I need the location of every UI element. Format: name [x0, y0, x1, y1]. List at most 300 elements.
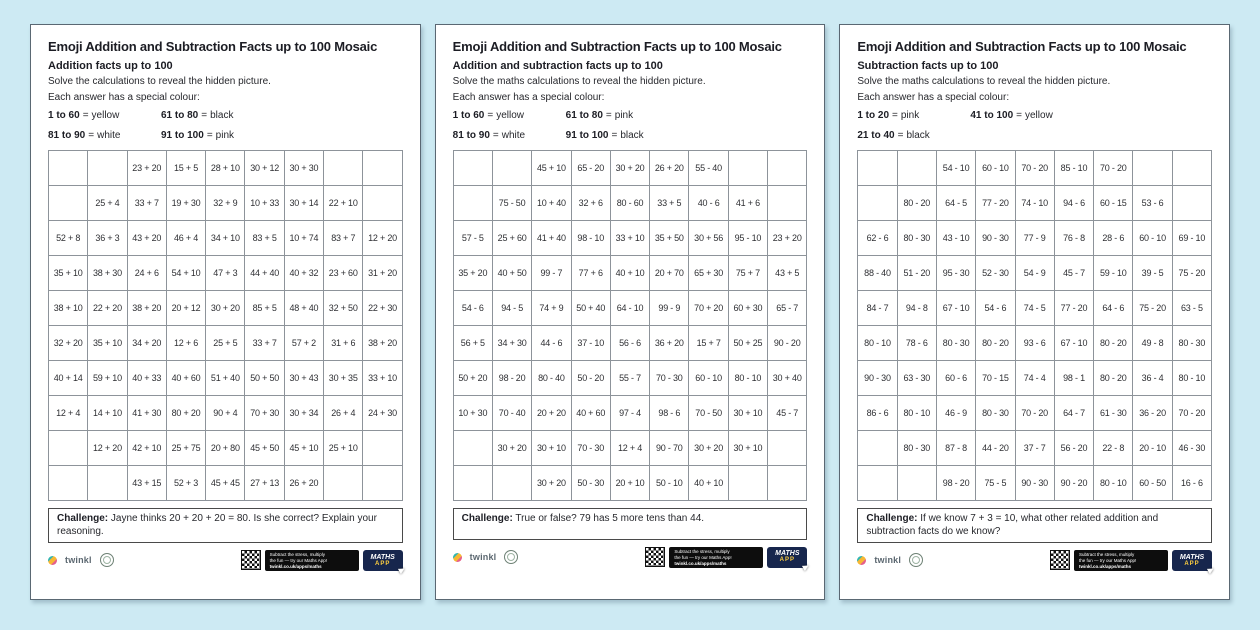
color-name: pink: [900, 110, 920, 121]
challenge-label: Challenge:: [461, 513, 513, 524]
calculation-cell: 30 + 20: [206, 291, 245, 326]
twinkl-logo-icon: [857, 556, 866, 565]
challenge-label: Challenge:: [57, 513, 109, 524]
calculation-cell: 80 + 20: [166, 396, 205, 431]
color-name: black: [210, 110, 234, 121]
twinkl-logo-icon: [453, 553, 462, 562]
calculation-cell: 12 + 6: [166, 326, 205, 361]
empty-cell: [768, 186, 807, 221]
calculation-cell: 42 + 10: [127, 431, 166, 466]
grid-row: [858, 466, 1212, 501]
calculation-cell: 27 + 13: [245, 466, 284, 501]
grid-row: [49, 431, 403, 466]
calculation-cell: 57 + 2: [284, 326, 323, 361]
calculation-cell: 50 - 10: [650, 466, 689, 501]
grid-row: [858, 221, 1212, 256]
calculation-cell: 44 - 6: [532, 326, 571, 361]
color-range: 1 to 60: [48, 110, 80, 121]
empty-cell: [324, 466, 363, 501]
calculation-cell: 12 + 4: [610, 431, 649, 466]
calculation-cell: 70 - 30: [650, 361, 689, 396]
calculation-cell: 23 + 60: [324, 256, 363, 291]
empty-cell: [768, 466, 807, 501]
page-footer: [857, 548, 1212, 572]
calculation-cell: 69 - 10: [1172, 221, 1211, 256]
calculation-cell: 32 + 6: [571, 186, 610, 221]
calculation-cell: 40 + 60: [166, 361, 205, 396]
color-key-item: [970, 110, 1052, 121]
footer-brand-group: [857, 553, 923, 567]
empty-cell: [49, 466, 88, 501]
empty-cell: [324, 151, 363, 186]
calculation-cell: 53 - 6: [1133, 186, 1172, 221]
maths-app-badge-title: MATHS: [370, 553, 395, 561]
equals-sign: =: [487, 110, 494, 121]
calculation-cell: 20 + 80: [206, 431, 245, 466]
calculation-cell: 28 - 6: [1094, 221, 1133, 256]
calculation-cell: 83 + 5: [245, 221, 284, 256]
grid-row: [49, 221, 403, 256]
calculation-cell: 28 + 10: [206, 151, 245, 186]
calculation-cell: 50 + 40: [571, 291, 610, 326]
empty-cell: [768, 431, 807, 466]
calculation-cell: 70 + 20: [689, 291, 728, 326]
calculation-cell: 75 - 5: [976, 466, 1015, 501]
empty-cell: [453, 431, 492, 466]
challenge-box: [857, 508, 1212, 543]
grid-row: [858, 151, 1212, 186]
grid-row: [453, 221, 807, 256]
empty-cell: [858, 431, 897, 466]
color-range: 81 to 90: [452, 130, 490, 141]
calculation-cell: 80 - 60: [610, 186, 649, 221]
calculation-cell: 60 - 10: [976, 151, 1015, 186]
calculation-cell: 38 + 30: [88, 256, 127, 291]
calculation-cell: 70 - 40: [492, 396, 531, 431]
equals-sign: =: [892, 110, 898, 121]
calculation-cell: 33 + 10: [610, 221, 649, 256]
calculation-cell: 74 + 9: [532, 291, 571, 326]
footer-brand-group: [453, 550, 519, 564]
calculation-cell: 45 - 7: [1054, 256, 1093, 291]
footer-brand-group: [48, 553, 114, 567]
calculation-cell: 46 + 4: [166, 221, 205, 256]
challenge-box: [48, 508, 403, 543]
instruction-line: Solve the maths calculations to reveal the hidden picture.: [857, 76, 1111, 87]
empty-cell: [1172, 186, 1211, 221]
calculation-cell: 62 - 6: [858, 221, 897, 256]
calculation-cell: 99 - 9: [650, 291, 689, 326]
instruction-line: Each answer has a special colour:: [857, 92, 1010, 103]
calculation-cell: 43 + 20: [127, 221, 166, 256]
calculation-cell: 12 + 20: [88, 431, 127, 466]
calculation-cell: 22 + 30: [363, 291, 402, 326]
color-key-row: [453, 110, 808, 121]
calculation-cell: 24 + 6: [127, 256, 166, 291]
color-key-item: [453, 130, 566, 141]
empty-cell: [453, 151, 492, 186]
calculation-cell: 74 - 10: [1015, 186, 1054, 221]
grid-row: [49, 466, 403, 501]
calculation-cell: 19 + 30: [166, 186, 205, 221]
calculation-cell: 64 - 7: [1054, 396, 1093, 431]
color-name: pink: [215, 130, 235, 141]
calculation-cell: 52 + 3: [166, 466, 205, 501]
calculation-cell: 63 - 30: [897, 361, 936, 396]
grid-row: [49, 361, 403, 396]
calculation-cell: 60 - 15: [1094, 186, 1133, 221]
calculation-cell: 75 - 20: [1133, 291, 1172, 326]
calculation-cell: 44 - 20: [976, 431, 1015, 466]
calculation-cell: 90 - 30: [858, 361, 897, 396]
calculation-cell: 30 + 14: [284, 186, 323, 221]
calculation-cell: 14 + 10: [88, 396, 127, 431]
calculation-cell: 30 + 34: [284, 396, 323, 431]
calculation-cell: 95 - 30: [936, 256, 975, 291]
empty-cell: [453, 186, 492, 221]
empty-cell: [49, 151, 88, 186]
color-key-item: [566, 130, 644, 141]
calculation-cell: 64 - 10: [610, 291, 649, 326]
color-range: 81 to 90: [48, 130, 86, 141]
calculation-cell: 45 + 45: [206, 466, 245, 501]
calculation-cell: 43 + 5: [768, 256, 807, 291]
calculation-cell: 40 + 50: [492, 256, 531, 291]
calculation-cell: 36 - 4: [1133, 361, 1172, 396]
color-name: yellow: [496, 110, 524, 121]
color-key-item: [857, 110, 970, 121]
grid-row: [453, 326, 807, 361]
calculation-cell: 80 - 10: [1172, 361, 1211, 396]
empty-cell: [49, 431, 88, 466]
calculation-cell: 93 - 6: [1015, 326, 1054, 361]
calculation-cell: 80 - 10: [728, 361, 767, 396]
calculation-cell: 87 - 8: [936, 431, 975, 466]
qr-code-icon: [1050, 550, 1070, 570]
twinkl-logo-icon: [48, 556, 57, 565]
color-range: 91 to 100: [161, 130, 204, 141]
color-range: 91 to 100: [565, 130, 609, 141]
empty-cell: [858, 466, 897, 501]
calculation-cell: 40 + 10: [610, 256, 649, 291]
calculation-cell: 54 + 10: [166, 256, 205, 291]
calculation-cell: 30 + 20: [689, 431, 728, 466]
calculation-cell: 41 + 30: [127, 396, 166, 431]
grid-row: [453, 291, 807, 326]
grid-row: [453, 151, 807, 186]
calculation-cell: 32 + 9: [206, 186, 245, 221]
calculation-cell: 98 - 20: [492, 361, 531, 396]
calculation-cell: 74 - 4: [1015, 361, 1054, 396]
calculation-cell: 56 - 6: [610, 326, 649, 361]
calculation-cell: 77 - 20: [976, 186, 1015, 221]
calculation-cell: 34 + 30: [492, 326, 531, 361]
calculation-cell: 80 - 10: [1094, 466, 1133, 501]
color-key-row: [48, 110, 403, 121]
calculation-cell: 35 + 20: [453, 256, 492, 291]
calculation-cell: 35 + 10: [88, 326, 127, 361]
calculation-cell: 74 - 5: [1015, 291, 1054, 326]
footer-promo-group: [1050, 550, 1212, 571]
calculation-cell: 36 + 20: [650, 326, 689, 361]
calculation-cell: 35 + 10: [49, 256, 88, 291]
calculation-cell: 41 + 6: [728, 186, 767, 221]
calculation-cell: 26 + 4: [324, 396, 363, 431]
calculation-cell: 45 + 10: [532, 151, 571, 186]
grid-row: [858, 431, 1212, 466]
calculation-cell: 50 - 30: [571, 466, 610, 501]
calculation-cell: 80 - 30: [976, 396, 1015, 431]
calculation-cell: 80 - 30: [897, 431, 936, 466]
calculation-cell: 60 - 50: [1133, 466, 1172, 501]
color-key-item: [453, 110, 566, 121]
calculation-cell: 90 - 30: [1015, 466, 1054, 501]
calculation-cell: 60 + 30: [728, 291, 767, 326]
instruction-line: Each answer has a special colour:: [452, 92, 605, 103]
promo-line: Subtract the stress, multiply: [1079, 551, 1135, 557]
maths-app-badge-title: MATHS: [1179, 553, 1205, 561]
calculation-cell: 32 + 20: [49, 326, 88, 361]
certified-badge-icon: [909, 553, 923, 567]
calculation-cell: 52 + 8: [49, 221, 88, 256]
calculation-cell: 30 + 40: [768, 361, 807, 396]
qr-code-icon: [645, 547, 665, 567]
empty-cell: [728, 466, 767, 501]
equals-sign: =: [897, 130, 904, 141]
calculation-cell: 80 - 30: [1172, 326, 1211, 361]
color-name: black: [906, 130, 930, 141]
empty-cell: [49, 186, 88, 221]
equals-sign: =: [201, 110, 208, 121]
calculation-cell: 94 - 5: [492, 291, 531, 326]
promo-line: Subtract the stress, multiply: [269, 551, 325, 557]
calculation-cell: 51 + 40: [206, 361, 245, 396]
calculation-cell: 99 - 7: [532, 256, 571, 291]
grid-row: [453, 256, 807, 291]
calculation-cell: 85 - 10: [1054, 151, 1093, 186]
color-key-item: [161, 110, 233, 121]
promo-line: the fun — try our Maths App!: [269, 557, 327, 563]
calculation-cell: 60 - 10: [689, 361, 728, 396]
calculation-cell: 56 + 5: [453, 326, 492, 361]
promo-panel: [669, 547, 763, 568]
grid-row: [453, 466, 807, 501]
calculation-cell: 70 - 30: [571, 431, 610, 466]
calculation-cell: 34 + 20: [127, 326, 166, 361]
worksheet-subtitle: Addition and subtraction facts up to 100: [452, 60, 663, 72]
calculation-cell: 30 + 10: [532, 431, 571, 466]
color-key-row: [453, 130, 808, 141]
calculation-cell: 33 + 5: [650, 186, 689, 221]
calculation-cell: 63 - 5: [1172, 291, 1211, 326]
calculation-cell: 77 - 9: [1015, 221, 1054, 256]
certified-badge-icon: [504, 550, 518, 564]
calculation-cell: 38 + 10: [49, 291, 88, 326]
calculation-cell: 44 + 40: [245, 256, 284, 291]
instruction-line: Solve the maths calculations to reveal the hidden picture.: [452, 76, 706, 87]
calculation-cell: 67 - 10: [936, 291, 975, 326]
equals-sign: =: [88, 130, 95, 141]
empty-cell: [858, 151, 897, 186]
calculation-cell: 98 - 10: [571, 221, 610, 256]
calculation-cell: 45 + 10: [284, 431, 323, 466]
calculation-cell: 40 + 10: [689, 466, 728, 501]
maths-app-badge-subtitle: APP: [779, 557, 796, 564]
maths-app-badge: [1172, 550, 1212, 571]
calculation-cell: 86 - 6: [858, 396, 897, 431]
empty-cell: [492, 151, 531, 186]
maths-app-badge-title: MATHS: [775, 550, 800, 558]
calculation-cell: 70 + 30: [245, 396, 284, 431]
grid-row: [858, 186, 1212, 221]
calculation-cell: 94 - 8: [897, 291, 936, 326]
calculation-cell: 43 - 10: [936, 221, 975, 256]
worksheet-page-addition: [30, 24, 421, 600]
empty-cell: [363, 186, 402, 221]
calculation-cell: 30 + 10: [728, 396, 767, 431]
color-name: white: [97, 130, 121, 141]
color-range: 21 to 40: [857, 130, 895, 141]
grid-row: [453, 361, 807, 396]
calculation-cell: 12 + 20: [363, 221, 402, 256]
challenge-text: If we know 7 + 3 = 10, what other related addition and subtraction facts do we know?: [866, 513, 1159, 538]
empty-cell: [88, 466, 127, 501]
maths-app-badge: [767, 547, 807, 568]
calculation-cell: 54 - 6: [976, 291, 1015, 326]
calculation-cell: 30 + 10: [728, 431, 767, 466]
calculation-cell: 39 - 5: [1133, 256, 1172, 291]
color-key-item: [857, 130, 970, 141]
calculation-cell: 47 + 3: [206, 256, 245, 291]
promo-panel: [265, 550, 359, 571]
color-key-row: [857, 130, 1212, 141]
calculation-cell: 80 - 10: [897, 396, 936, 431]
calculation-cell: 45 + 50: [245, 431, 284, 466]
cursor-icon: [1207, 566, 1215, 574]
twinkl-brand-text: twinkl: [469, 552, 497, 562]
calculation-cell: 30 + 43: [284, 361, 323, 396]
calculation-cell: 90 + 4: [206, 396, 245, 431]
calculation-cell: 52 - 30: [976, 256, 1015, 291]
calculation-cell: 56 - 20: [1054, 431, 1093, 466]
calculation-cell: 67 - 10: [1054, 326, 1093, 361]
empty-cell: [897, 466, 936, 501]
challenge-box: [453, 508, 808, 540]
calculation-cell: 83 + 7: [324, 221, 363, 256]
calculation-cell: 22 + 10: [324, 186, 363, 221]
calculation-cell: 36 - 20: [1133, 396, 1172, 431]
calculation-cell: 46 - 30: [1172, 431, 1211, 466]
calculation-cell: 98 - 6: [650, 396, 689, 431]
promo-line: Subtract the stress, multiply: [674, 548, 730, 554]
worksheet-page-addition-subtraction: [435, 24, 826, 600]
page-title: Emoji Addition and Subtraction Facts up to 100 Mosaic: [48, 39, 378, 54]
calculation-cell: 31 + 6: [324, 326, 363, 361]
grid-row: [49, 291, 403, 326]
calculation-cell: 95 - 10: [728, 221, 767, 256]
calculation-cell: 80 - 10: [858, 326, 897, 361]
color-key-item: [161, 130, 234, 141]
calculation-cell: 30 + 35: [324, 361, 363, 396]
calculation-cell: 90 - 70: [650, 431, 689, 466]
calculation-cell: 35 + 50: [650, 221, 689, 256]
maths-app-badge-subtitle: APP: [1184, 560, 1200, 567]
grid-row: [49, 151, 403, 186]
calculation-cell: 78 - 6: [897, 326, 936, 361]
page-title: Emoji Addition and Subtraction Facts up to 100 Mosaic: [857, 39, 1187, 54]
calculation-cell: 54 - 9: [1015, 256, 1054, 291]
calculation-cell: 80 - 20: [1094, 326, 1133, 361]
calculation-cell: 80 - 20: [976, 326, 1015, 361]
mosaic-grid: [453, 150, 808, 501]
calculation-cell: 51 - 20: [897, 256, 936, 291]
cursor-icon: [398, 566, 406, 574]
calculation-cell: 97 - 4: [610, 396, 649, 431]
calculation-cell: 10 + 30: [453, 396, 492, 431]
calculation-cell: 50 + 25: [728, 326, 767, 361]
calculation-cell: 70 - 20: [1172, 396, 1211, 431]
mosaic-grid: [48, 150, 403, 501]
promo-line: the fun — try our Maths App!: [1079, 557, 1137, 563]
calculation-cell: 34 + 10: [206, 221, 245, 256]
calculation-cell: 59 + 10: [88, 361, 127, 396]
empty-cell: [768, 151, 807, 186]
calculation-cell: 55 - 7: [610, 361, 649, 396]
calculation-cell: 10 + 40: [532, 186, 571, 221]
color-name: black: [620, 130, 644, 141]
instruction-line: Each answer has a special colour:: [48, 92, 200, 103]
calculation-cell: 33 + 7: [127, 186, 166, 221]
calculation-cell: 33 + 10: [363, 361, 402, 396]
calculation-cell: 75 - 20: [1172, 256, 1211, 291]
calculation-cell: 64 - 5: [936, 186, 975, 221]
worksheet-page-subtraction: [839, 24, 1230, 600]
calculation-cell: 84 - 7: [858, 291, 897, 326]
calculation-cell: 60 - 6: [936, 361, 975, 396]
grid-row: [858, 361, 1212, 396]
promo-url: twinkl.co.uk/apps/maths: [1079, 564, 1132, 569]
calculation-cell: 30 + 12: [245, 151, 284, 186]
calculation-cell: 76 - 8: [1054, 221, 1093, 256]
calculation-cell: 85 + 5: [245, 291, 284, 326]
promo-url: twinkl.co.uk/apps/maths: [269, 564, 322, 569]
calculation-cell: 70 - 50: [689, 396, 728, 431]
calculation-cell: 40 + 32: [284, 256, 323, 291]
calculation-cell: 38 + 20: [127, 291, 166, 326]
empty-cell: [453, 466, 492, 501]
calculation-cell: 61 - 30: [1094, 396, 1133, 431]
mosaic-grid: [857, 150, 1212, 501]
calculation-cell: 22 - 8: [1094, 431, 1133, 466]
calculation-cell: 75 - 50: [492, 186, 531, 221]
calculation-cell: 37 - 10: [571, 326, 610, 361]
worksheet-subtitle: Subtraction facts up to 100: [857, 60, 999, 72]
calculation-cell: 65 + 30: [689, 256, 728, 291]
equals-sign: =: [82, 110, 89, 121]
twinkl-brand-text: twinkl: [65, 555, 92, 566]
calculation-cell: 70 - 20: [1015, 396, 1054, 431]
empty-cell: [88, 151, 127, 186]
calculation-cell: 54 - 10: [936, 151, 975, 186]
calculation-cell: 55 - 40: [689, 151, 728, 186]
calculation-cell: 15 + 5: [166, 151, 205, 186]
calculation-cell: 20 + 12: [166, 291, 205, 326]
equals-sign: =: [611, 130, 618, 141]
calculation-cell: 23 + 20: [127, 151, 166, 186]
calculation-cell: 22 + 20: [88, 291, 127, 326]
calculation-cell: 50 + 20: [453, 361, 492, 396]
calculation-cell: 43 + 15: [127, 466, 166, 501]
